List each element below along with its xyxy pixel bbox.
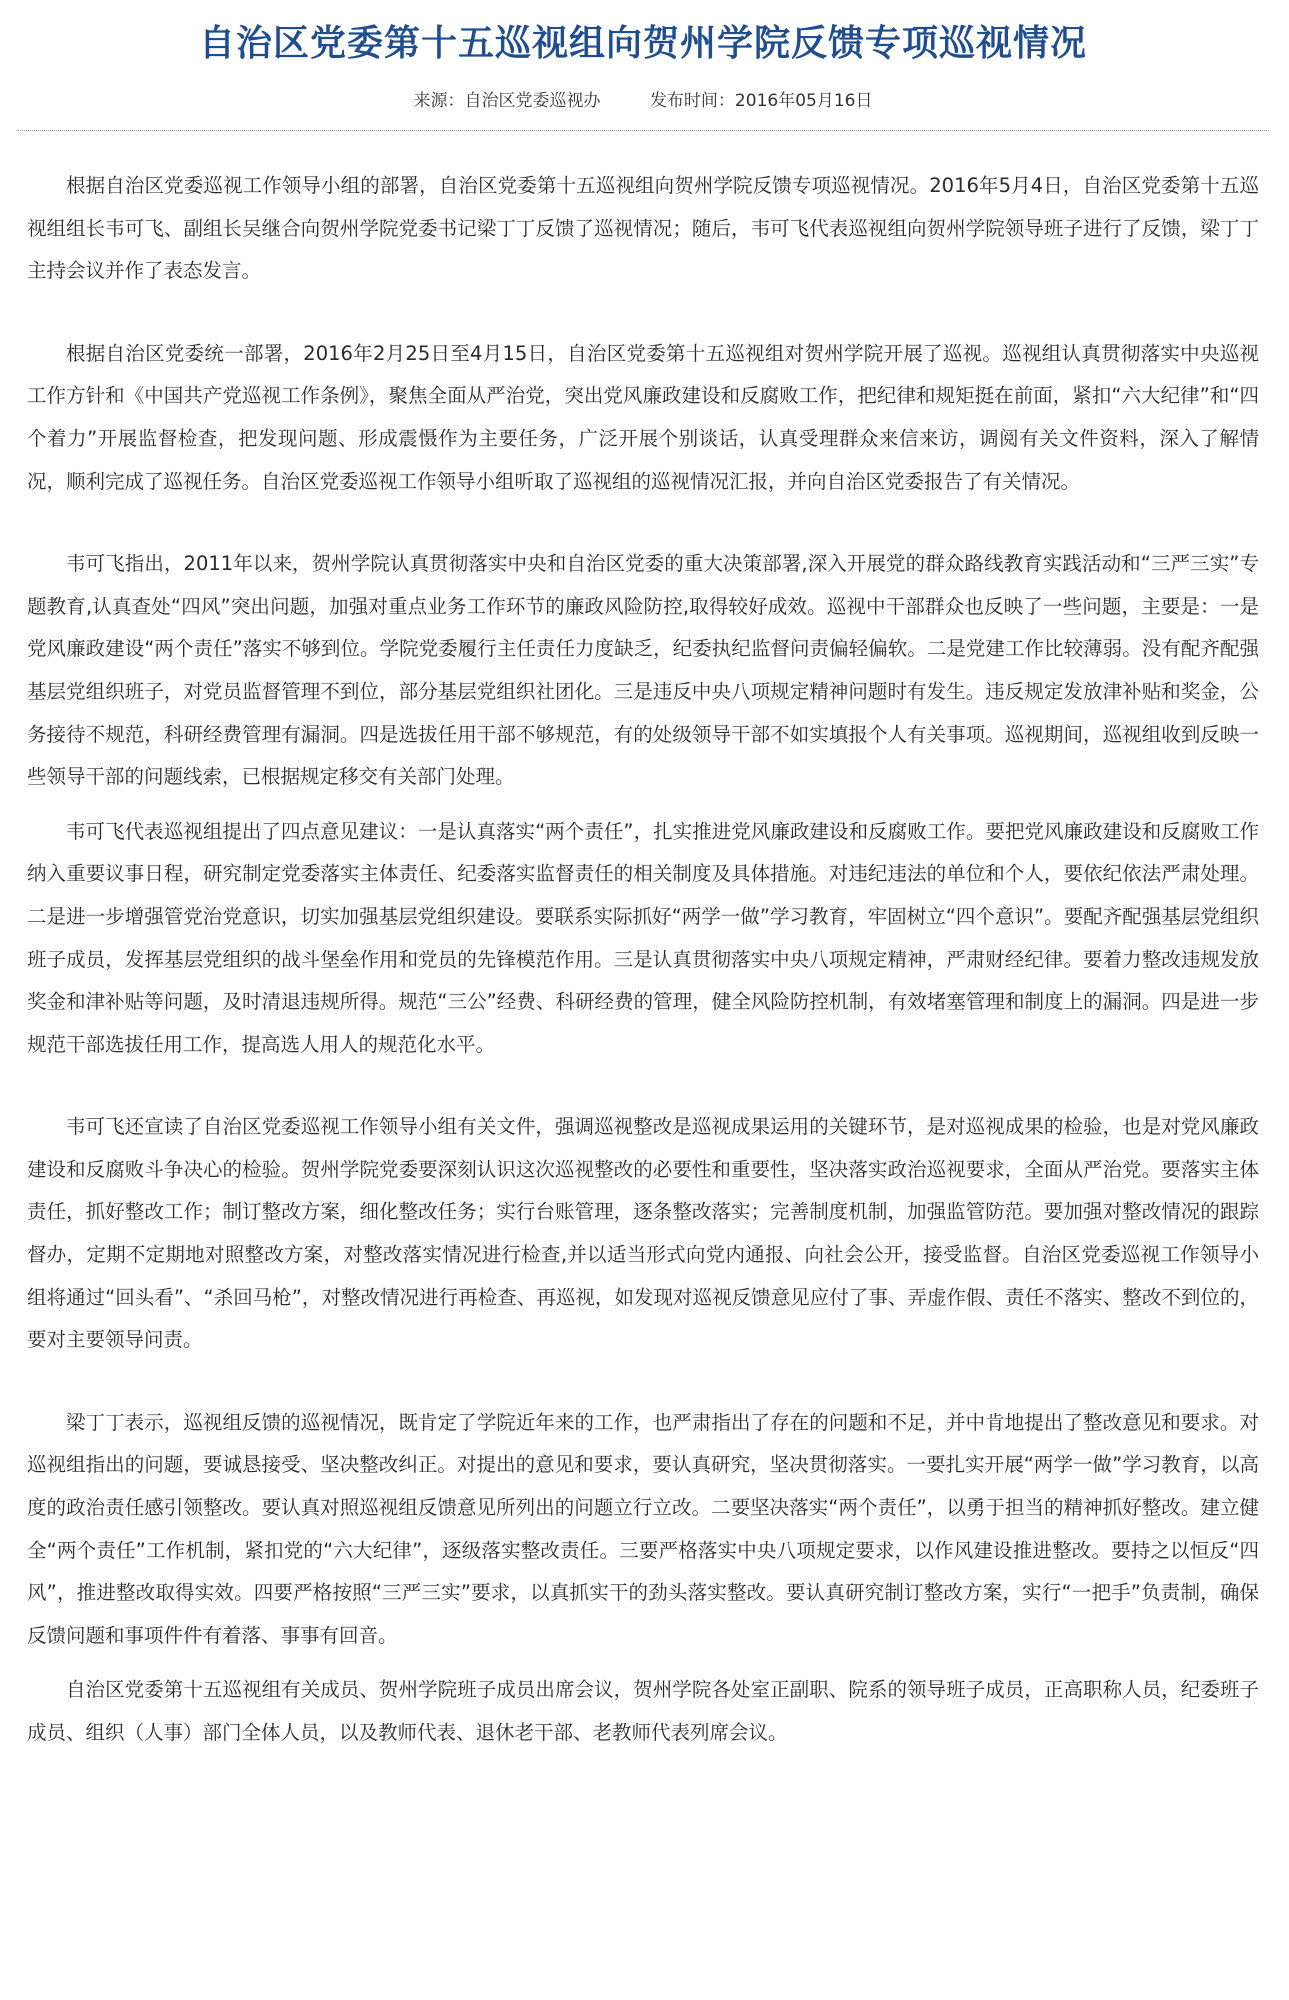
article-paragraph: 韦可飞还宣读了自治区党委巡视工作领导小组有关文件，强调巡视整改是巡视成果运用的关键环节，是对巡视成果的检验，也是对党风廉政建设和反腐败斗争决心的检验。贺州学院党委要深刻认识这次巡视整改的必要性和重要性，坚决落实政治巡视要求，全面从严治党。要落实主体责任，抓好整改工作；制订整改方案，细化整改任务；实行台账管理，逐条整改落实；完善制度机制，加强监管防范。要加强对整改情况的跟踪督办，定期不定期地对照整改方案，对整改落实情况进行检查,并以适当形式向党内通报、向社会公开，接受监督。自治区党委巡视工作领导小组将通过“回头看”、“杀回马枪”，对整改情况进行再检查、再巡视，如发现对巡视反馈意见应付了事、弄虚作假、责任不落实、整改不到位的，要对主要领导问责。	[27, 1115, 1259, 1352]
article-paragraph: 自治区党委第十五巡视组有关成员、贺州学院班子成员出席会议，贺州学院各处室正副职、院系的领导班子成员，正高职称人员，纪委班子成员、组织（人事）部门全体人员，以及教师代表、退休老干部、老教师代表列席会议。	[27, 1678, 1259, 1744]
article-paragraph: 韦可飞代表巡视组提出了四点意见建议：一是认真落实“两个责任”，扎实推进党风廉政建设和反腐败工作。要把党风廉政建设和反腐败工作纳入重要议事日程，研究制定党委落实主体责任、纪委落实监督责任的相关制度及具体措施。对违纪违法的单位和个人，要依纪依法严肃处理。二是进一步增强管党治党意识，切实加强基层党组织建设。要联系实际抓好“两学一做”学习教育，牢固树立“四个意识”。要配齐配强基层党组织班子成员，发挥基层党组织的战斗堡垒作用和党员的先锋模范作用。三是认真贯彻落实中央八项规定精神，严肃财经纪律。要着力整改违规发放奖金和津补贴等问题，及时清退违规所得。规范“三公”经费、科研经费的管理，健全风险防控机制，有效堵塞管理和制度上的漏洞。四是进一步规范干部选拔任用工作，提高选人用人的规范化水平。	[27, 819, 1259, 1056]
article-publish-date: 发布时间：2016年05月16日	[649, 91, 873, 111]
article-paragraph: 根据自治区党委统一部署，2016年2月25日至4月15日，自治区党委第十五巡视组对贺州学院开展了巡视。巡视组认真贯彻落实中央巡视工作方针和《中国共产党巡视工作条例》，聚焦全面从严治党，突出党风廉政建设和反腐败工作，把纪律和规矩挺在前面，紧扣“六大纪律”和“四个着力”开展监督检查，把发现问题、形成震慑作为主要任务，广泛开展个别谈话，认真受理群众来信来访，调阅有关文件资料，深入了解情况，顺利完成了巡视任务。自治区党委巡视工作领导小组听取了巡视组的巡视情况汇报，并向自治区党委报告了有关情况。	[27, 341, 1259, 493]
article-body	[27, 131, 1259, 1755]
article-paragraph: 梁丁丁表示，巡视组反馈的巡视情况，既肯定了学院近年来的工作，也严肃指出了存在的问题和不足，并中肯地提出了整改意见和要求。对巡视组指出的问题，要诚恳接受、坚决整改纠正。对提出的意见和要求，要认真研究，坚决贯彻落实。一要扎实开展“两学一做”学习教育，以高度的政治责任感引领整改。要认真对照巡视组反馈意见所列出的问题立行立改。二要坚决落实“两个责任”，以勇于担当的精神抓好整改。建立健全“两个责任”工作机制，紧扣党的“六大纪律”，逐级落实整改责任。三要严格落实中央八项规定要求，以作风建设推进整改。要持之以恒反“四风”，推进整改取得实效。四要严格按照“三严三实”要求，以真抓实干的劲头落实整改。要认真研究制订整改方案，实行“一把手”负责制，确保反馈问题和事项件件有着落、事事有回音。	[27, 1410, 1259, 1647]
article-source: 来源：自治区党委巡视办	[413, 91, 601, 111]
article-paragraph: 韦可飞指出，2011年以来，贺州学院认真贯彻落实中央和自治区党委的重大决策部署,深入开展党的群众路线教育实践活动和“三严三实”专题教育,认真查处“四风”突出问题，加强对重点业务工作环节的廉政风险防控,取得较好成效。巡视中干部群众也反映了一些问题，主要是：一是党风廉政建设“两个责任”落实不够到位。学院党委履行主任责任力度缺乏，纪委执纪监督问责偏轻偏软。二是党建工作比较薄弱。没有配齐配强基层党组织班子，对党员监督管理不到位，部分基层党组织社团化。三是违反中央八项规定精神问题时有发生。违反规定发放津补贴和奖金，公务接待不规范，科研经费管理有漏洞。四是选拔任用干部不够规范，有的处级领导干部不如实填报个人有关事项。巡视期间，巡视组收到反映一些领导干部的问题线索，已根据规定移交有关部门处理。	[27, 552, 1259, 789]
article-title: 自治区党委第十五巡视组向贺州学院反馈专项巡视情况	[198, 23, 1087, 64]
article-paragraph: 根据自治区党委巡视工作领导小组的部署，自治区党委第十五巡视组向贺州学院反馈专项巡视情况。2016年5月4日，自治区党委第十五巡视组组长韦可飞、副组长吴继合向贺州学院党委书记梁丁丁反馈了巡视情况；随后，韦可飞代表巡视组向贺州学院领导班子进行了反馈，梁丁丁主持会议并作了表态发言。	[27, 174, 1259, 283]
article-meta	[27, 72, 1259, 130]
